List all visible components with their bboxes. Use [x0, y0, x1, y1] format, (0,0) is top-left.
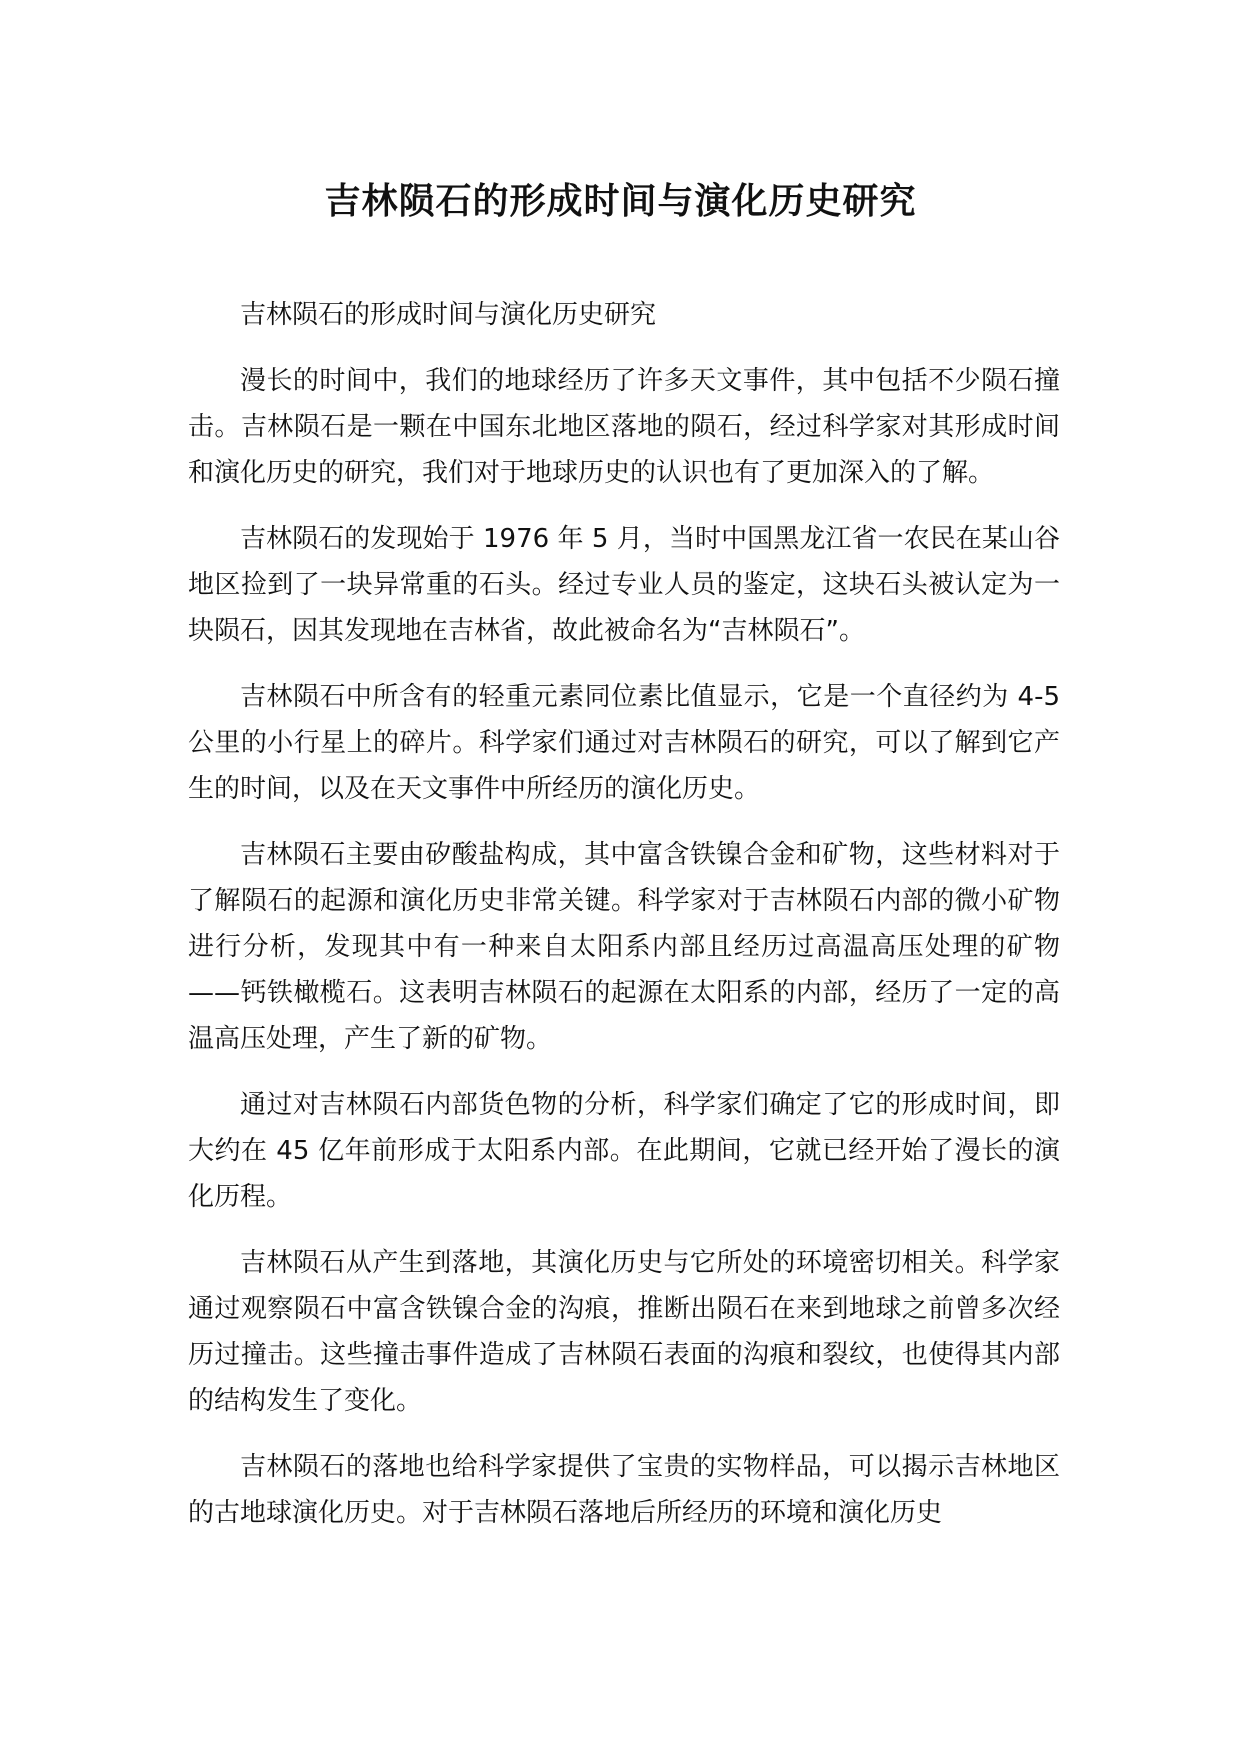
document-title: 吉林陨石的形成时间与演化历史研究 [324, 181, 917, 222]
paragraph: 吉林陨石主要由矽酸盐构成，其中富含铁镍合金和矿物，这些材料对于了解陨石的起源和演化历史非常关键。科学家对于吉林陨石内部的微小矿物进行分析，发现其中有一种来自太阳系内部且经历过高温高压处理的矿物——钙铁橄榄石。这表明吉林陨石的起源在太阳系的内部，经历了一定的高温高压处理，产生了新的矿物。 [188, 840, 1060, 1054]
paragraph: 吉林陨石从产生到落地，其演化历史与它所处的环境密切相关。科学家通过观察陨石中富含铁镍合金的沟痕，推断出陨石在来到地球之前曾多次经历过撞击。这些撞击事件造成了吉林陨石表面的沟痕和裂纹，也使得其内部的结构发生了变化。 [188, 1248, 1060, 1416]
paragraph: 吉林陨石的落地也给科学家提供了宝贵的实物样品，可以揭示吉林地区的古地球演化历史。对于吉林陨石落地后所经历的环境和演化历史 [188, 1452, 1060, 1528]
paragraph: 吉林陨石的形成时间与演化历史研究 [240, 300, 657, 330]
paragraph: 吉林陨石的发现始于 1976 年 5 月，当时中国黑龙江省一农民在某山谷地区捡到了一块异常重的石头。经过专业人员的鉴定，这块石头被认定为一块陨石，因其发现地在吉林省，故此被命名为“吉林陨石”。 [188, 524, 1060, 646]
paragraph: 漫长的时间中，我们的地球经历了许多天文事件，其中包括不少陨石撞击。吉林陨石是一颗在中国东北地区落地的陨石，经过科学家对其形成时间和演化历史的研究，我们对于地球历史的认识也有了更加深入的了解。 [188, 366, 1060, 488]
document-body [188, 292, 1060, 1556]
paragraph: 通过对吉林陨石内部货色物的分析，科学家们确定了它的形成时间，即大约在 45 亿年前形成于太阳系内部。在此期间，它就已经开始了漫长的演化历程。 [188, 1090, 1060, 1212]
paragraph: 吉林陨石中所含有的轻重元素同位素比值显示，它是一个直径约为 4-5 公里的小行星上的碎片。科学家们通过对吉林陨石的研究，可以了解到它产生的时间，以及在天文事件中所经历的演化历史。 [188, 682, 1060, 804]
